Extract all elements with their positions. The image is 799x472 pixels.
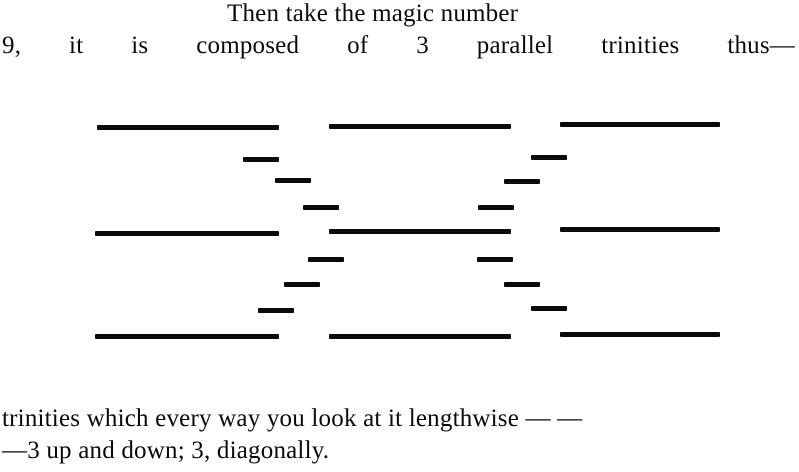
diagram-horizontal-stroke <box>329 334 511 339</box>
diagram-horizontal-stroke <box>329 124 511 129</box>
diagram-horizontal-stroke <box>95 231 279 236</box>
word: 9, <box>2 32 22 59</box>
diagram-diagonal-dash <box>258 308 294 313</box>
diagram-diagonal-dash <box>308 257 344 262</box>
paragraph-top-line-1: Then take the magic number <box>227 0 519 27</box>
three-parallel-trinities-diagram <box>0 105 799 375</box>
word: is <box>131 32 149 59</box>
word: trinities <box>601 32 680 59</box>
paragraph-bottom-line-2: —3 up and down; 3, diagonally. <box>2 437 330 464</box>
diagram-diagonal-dash <box>284 282 320 287</box>
diagram-horizontal-stroke <box>97 125 279 130</box>
word: of <box>347 32 369 59</box>
diagram-diagonal-dash <box>303 205 339 210</box>
diagram-horizontal-stroke <box>560 122 720 127</box>
diagram-horizontal-stroke <box>95 334 279 339</box>
diagram-horizontal-stroke <box>560 332 720 337</box>
word: 3 <box>416 32 429 59</box>
diagram-diagonal-dash <box>504 282 540 287</box>
justified-word-row <box>2 32 795 60</box>
word: composed <box>196 32 300 59</box>
diagram-diagonal-dash <box>531 306 567 311</box>
word: parallel <box>476 32 554 59</box>
diagram-diagonal-dash <box>478 205 514 210</box>
diagram-horizontal-stroke <box>329 229 511 234</box>
diagram-diagonal-dash <box>243 157 279 162</box>
paragraph-bottom-line-1: trinities which every way you look at it lengthwise — — <box>2 405 583 432</box>
diagram-horizontal-stroke <box>560 227 720 232</box>
word: it <box>69 32 84 59</box>
word: thus— <box>727 32 795 59</box>
diagram-diagonal-dash <box>531 155 567 160</box>
diagram-diagonal-dash <box>477 257 513 262</box>
paragraph-top-line-2 <box>2 32 797 60</box>
diagram-diagonal-dash <box>275 178 311 183</box>
diagram-diagonal-dash <box>504 179 540 184</box>
